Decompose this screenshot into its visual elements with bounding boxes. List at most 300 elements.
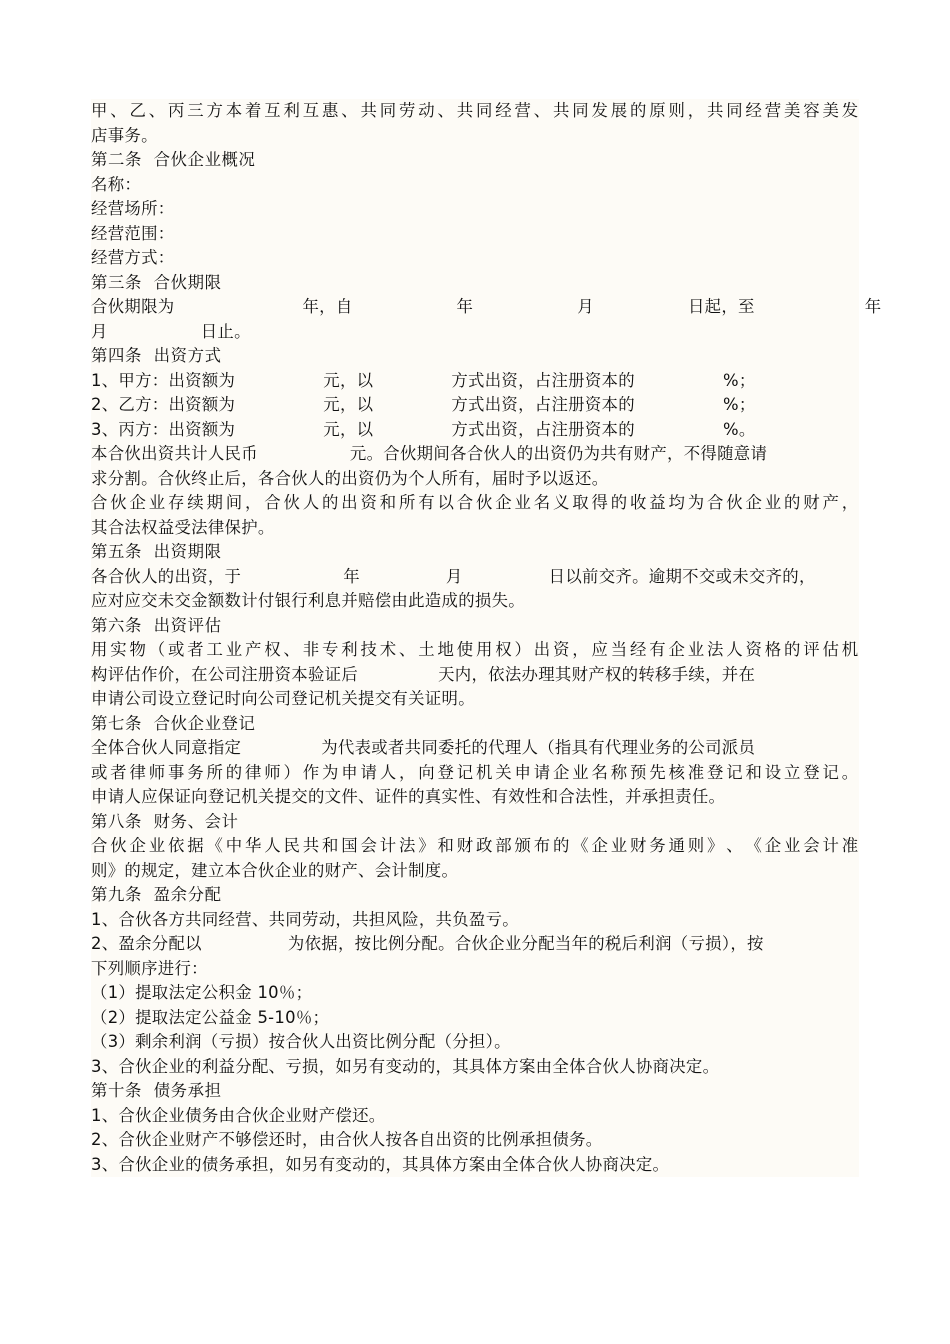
text-char: 非 <box>302 640 320 659</box>
text-segment: 申请人应保证向登记机关提交的文件、证件的真实性、有效性和合法性，并承担责任。 <box>91 787 726 806</box>
text-char: 称 <box>610 762 628 782</box>
text-char: 得 <box>591 493 609 512</box>
text-char: 设 <box>764 762 782 782</box>
text-line <box>91 516 859 541</box>
text-char: 利 <box>283 101 301 120</box>
text-char: 布 <box>533 836 551 855</box>
text-segment: 各合伙人的出资，于 <box>91 566 242 586</box>
text-char: 估 <box>822 640 840 659</box>
section-heading <box>91 540 859 565</box>
text-char: 财 <box>630 836 647 855</box>
text-char: 所 <box>206 762 224 782</box>
text-char: 伙 <box>283 493 301 512</box>
text-char: 当 <box>610 640 628 659</box>
text-char: 为 <box>687 493 705 512</box>
text-line <box>91 173 859 198</box>
text-segment: 1、合伙企业债务由合伙企业财产偿还。 <box>91 1105 386 1125</box>
text-line <box>91 418 859 443</box>
text-segment: 求分割。合伙终止后，各合伙人的出资仍为个人所有，届时予以返还。 <box>91 468 609 488</box>
text-segment: 2、合伙企业财产不够偿还时，由合伙人按各自出资的比例承担债务。 <box>91 1130 603 1149</box>
text-char: 的 <box>225 762 243 782</box>
text-char: 申 <box>341 762 358 782</box>
text-char: 计 <box>379 836 397 855</box>
contract-text <box>91 99 882 1177</box>
text-char: 者 <box>187 640 204 659</box>
text-char: 用 <box>476 640 493 659</box>
text-char: 务 <box>649 836 666 855</box>
text-char: 所 <box>399 493 416 512</box>
text-char: 据 <box>187 836 204 855</box>
text-line <box>91 222 859 247</box>
text-segment: 年，自 <box>302 297 353 316</box>
text-char: 土 <box>418 640 435 659</box>
text-segment: 元，以 <box>323 419 374 439</box>
text-char: ， <box>687 101 705 120</box>
text-char: 着 <box>245 101 262 120</box>
text-char: 合 <box>91 493 108 512</box>
text-char: 》 <box>418 836 435 855</box>
text-line <box>91 1153 859 1178</box>
text-char: 工 <box>206 640 224 659</box>
text-char: 产 <box>245 640 262 659</box>
text-segment: （2）提取法定公益金 5-10％； <box>91 1007 330 1027</box>
text-char: 立 <box>784 762 801 782</box>
text-char: 企 <box>553 762 570 782</box>
text-segment: 年 <box>456 297 474 316</box>
text-segment: 方式出资，占注册资本的 <box>451 419 635 439</box>
text-line <box>91 736 859 761</box>
text-segment: 本合伙出资共计人民币 <box>91 444 258 463</box>
text-char: 计 <box>822 836 840 855</box>
text-line <box>91 981 859 1006</box>
text-char: ， <box>399 762 416 782</box>
text-char: 核 <box>668 762 686 782</box>
text-char: 共 <box>553 101 570 120</box>
text-char: 业 <box>687 640 705 659</box>
text-segment: 第六条 出资评估 <box>91 615 222 635</box>
text-char: 《 <box>206 836 224 855</box>
text-segment: 日以前交齐。逾期不交或未交齐的， <box>548 566 816 586</box>
text-segment: 第七条 合伙企业登记 <box>91 713 256 733</box>
text-segment: 方式出资，占注册资本的 <box>451 370 635 390</box>
text-char: 伙 <box>726 493 743 512</box>
text-char: 容 <box>803 101 820 120</box>
text-char: 企 <box>591 836 609 855</box>
text-char: 经 <box>745 101 763 120</box>
text-char: 关 <box>495 762 512 782</box>
text-char: 的 <box>610 493 628 512</box>
text-char: 和 <box>322 836 339 855</box>
text-char: 产 <box>822 493 840 512</box>
text-char: 物 <box>129 640 147 659</box>
text-segment: 经营场所： <box>91 199 175 218</box>
text-char: 共 <box>302 836 320 855</box>
text-char: 以 <box>437 493 455 512</box>
text-char: ， <box>572 640 589 659</box>
text-char: 者 <box>110 762 127 782</box>
text-char: 的 <box>630 101 647 120</box>
text-char: 发 <box>841 101 859 120</box>
text-char: 互 <box>302 101 320 120</box>
text-char: 本 <box>225 101 243 120</box>
text-char: 出 <box>533 640 551 659</box>
text-char: 中 <box>225 836 243 855</box>
text-line <box>91 1006 859 1031</box>
text-char: 三 <box>187 101 204 120</box>
text-segment: %； <box>722 370 756 390</box>
text-char: 师 <box>148 762 166 782</box>
text-line <box>91 99 859 124</box>
text-char: 伙 <box>476 493 493 512</box>
text-segment: 日止。 <box>200 321 251 341</box>
text-char: 财 <box>456 836 474 855</box>
text-char: 颁 <box>514 836 532 855</box>
text-char: 合 <box>456 493 474 512</box>
text-char: 通 <box>668 836 686 855</box>
text-char: 、 <box>148 101 166 120</box>
text-char: 间 <box>225 493 243 512</box>
text-segment: 第四条 出资方式 <box>91 346 222 365</box>
text-char: 华 <box>245 836 262 855</box>
text-char: 会 <box>360 836 378 855</box>
text-char: 使 <box>456 640 474 659</box>
text-char: 律 <box>129 762 147 782</box>
text-segment: 为依据，按比例分配。合伙企业分配当年的税后利润（亏损），按 <box>287 934 764 953</box>
text-segment: 1、甲方：出资额为 <box>91 370 236 390</box>
text-char: 记 <box>726 762 743 782</box>
text-segment: 构评估作价，在公司注册资本验证后 <box>91 664 359 684</box>
text-char: 术 <box>379 640 397 659</box>
text-segment: 方式出资，占注册资本的 <box>451 395 635 414</box>
text-char: 方 <box>206 101 224 120</box>
text-char: 资 <box>553 640 570 659</box>
text-line <box>91 859 859 884</box>
text-line <box>91 1055 859 1080</box>
text-line <box>91 565 859 590</box>
text-segment: 下列顺序进行： <box>91 958 208 978</box>
text-char: 有 <box>418 493 435 512</box>
text-char: 登 <box>437 762 455 782</box>
text-char: 、 <box>533 101 551 120</box>
text-char: 营 <box>764 101 782 120</box>
text-char: 动 <box>418 101 435 120</box>
text-line <box>91 932 859 957</box>
text-segment: 经营方式： <box>91 248 175 267</box>
text-line <box>91 320 859 345</box>
text-char: 资 <box>360 493 378 512</box>
text-char: 格 <box>764 640 782 659</box>
text-char: 专 <box>322 640 339 659</box>
text-segment: 合伙期限为 <box>91 297 175 316</box>
text-line <box>91 785 859 810</box>
text-segment: 1、合伙各方共同经营、共同劳动，共担风险，共负盈亏。 <box>91 909 519 929</box>
text-char: 的 <box>784 493 801 512</box>
text-char: 律 <box>245 762 262 782</box>
text-char: 。 <box>841 762 859 782</box>
text-line <box>91 761 859 786</box>
text-segment: 名称： <box>91 174 142 194</box>
text-char: 、 <box>437 101 455 120</box>
text-line <box>91 1030 859 1055</box>
text-char: 用 <box>91 640 108 659</box>
text-char: 人 <box>726 640 743 659</box>
text-char: 甲 <box>91 101 108 120</box>
text-char: 登 <box>707 762 724 782</box>
text-char: 业 <box>514 493 532 512</box>
text-segment: 其合法权益受法律保护。 <box>91 517 275 537</box>
text-line <box>91 295 882 320</box>
section-heading <box>91 344 859 369</box>
text-segment: 月 <box>91 321 108 341</box>
text-segment: 经营范围： <box>91 223 175 243</box>
text-char: 业 <box>572 762 589 782</box>
text-segment: 为代表或者共同委托的代理人（指具有代理业务的公司派员 <box>321 738 756 757</box>
text-char: 同 <box>379 101 397 120</box>
text-line <box>91 1128 859 1153</box>
text-char: 出 <box>341 493 358 512</box>
text-char: 申 <box>514 762 532 782</box>
text-char: 权 <box>495 640 512 659</box>
text-char: 政 <box>476 836 493 855</box>
text-char: 会 <box>803 836 820 855</box>
text-char: 实 <box>110 640 127 659</box>
text-line <box>91 124 859 149</box>
text-segment: 第三条 合伙期限 <box>91 272 222 292</box>
text-segment: 年 <box>864 297 882 316</box>
text-char: 续 <box>187 493 204 512</box>
text-char: 企 <box>764 836 782 855</box>
text-segment: 3、合伙企业的利益分配、亏损，如另有变动的，其具体方案由全体合伙人协商决定。 <box>91 1056 720 1076</box>
text-char: 乙 <box>129 101 147 120</box>
text-segment: 全体合伙人同意指定 <box>91 738 242 757</box>
text-char: 名 <box>591 762 609 782</box>
text-char: 则 <box>687 836 705 855</box>
text-char: 准 <box>841 836 859 855</box>
text-segment: 3、丙方：出资额为 <box>91 419 236 439</box>
text-char: ） <box>283 762 301 782</box>
text-line <box>91 589 859 614</box>
text-char: 美 <box>784 101 801 120</box>
text-char: 民 <box>283 836 301 855</box>
text-char: 发 <box>591 101 609 120</box>
text-line <box>91 491 859 516</box>
text-char: 或 <box>91 762 108 782</box>
text-char: 和 <box>437 836 455 855</box>
text-char: 业 <box>784 836 801 855</box>
text-segment: 应对应交未交金额数计付银行利息并赔偿由此造成的损失。 <box>91 591 525 610</box>
text-char: 丙 <box>168 101 185 120</box>
text-char: 合 <box>707 493 724 512</box>
text-segment: 2、盈余分配以 <box>91 934 202 953</box>
text-char: 业 <box>148 836 166 855</box>
text-char: 人 <box>302 493 320 512</box>
text-char: 《 <box>572 836 589 855</box>
text-char: 请 <box>533 762 551 782</box>
text-segment: 月 <box>445 566 463 586</box>
text-char: 法 <box>707 640 724 659</box>
text-char: 准 <box>687 762 705 782</box>
text-char: 经 <box>495 101 512 120</box>
text-line <box>91 687 859 712</box>
text-char: （ <box>148 640 166 659</box>
text-char: 、 <box>283 640 301 659</box>
text-char: 部 <box>495 836 512 855</box>
text-char: 为 <box>322 762 339 782</box>
text-char: ， <box>841 493 859 512</box>
text-char: 共 <box>707 101 724 120</box>
text-char: 师 <box>264 762 281 782</box>
text-char: 合 <box>91 836 108 855</box>
text-char: 财 <box>803 493 820 512</box>
text-line <box>91 1104 859 1129</box>
text-char: 或 <box>168 640 185 659</box>
text-char: 依 <box>168 836 185 855</box>
text-char: 应 <box>591 640 609 659</box>
text-segment: 第九条 盈余分配 <box>91 885 222 904</box>
text-char: 作 <box>302 762 320 782</box>
text-char: 向 <box>418 762 435 782</box>
text-char: 营 <box>514 101 532 120</box>
text-char: 法 <box>399 836 416 855</box>
text-char: 、 <box>399 640 416 659</box>
text-segment: 3、合伙企业的债务承担，如另有变动的，其具体方案由全体合伙人协商决定。 <box>91 1154 670 1174</box>
text-char: 经 <box>630 640 647 659</box>
text-line <box>91 663 859 688</box>
text-segment: 则》的规定，建立本合伙企业的财产、会计制度。 <box>91 860 459 880</box>
text-char: 、 <box>341 101 358 120</box>
text-char: 评 <box>803 640 820 659</box>
section-heading <box>91 810 859 835</box>
text-segment: 申请公司设立登记时向公司登记机关提交有关证明。 <box>91 689 475 708</box>
text-char: 和 <box>745 762 763 782</box>
text-char: 国 <box>341 836 358 855</box>
text-line <box>91 834 859 859</box>
text-char: 请 <box>360 762 378 782</box>
text-char: 先 <box>649 762 666 782</box>
text-segment: 第八条 财务、会计 <box>91 811 239 831</box>
text-char: 事 <box>168 762 185 782</box>
text-segment: （1）提取法定公积金 10％； <box>91 983 313 1002</box>
text-line <box>91 369 859 394</box>
text-segment: 第十条 债务承担 <box>91 1081 222 1100</box>
text-char: 记 <box>456 762 474 782</box>
text-char: ， <box>245 493 262 512</box>
text-char: 地 <box>437 640 455 659</box>
text-char: 义 <box>553 493 570 512</box>
section-heading <box>91 271 859 296</box>
text-char: 、 <box>726 836 743 855</box>
text-char: 共 <box>456 101 474 120</box>
section-heading <box>91 148 859 173</box>
text-char: 美 <box>822 101 840 120</box>
text-char: 《 <box>745 836 763 855</box>
text-char: 资 <box>745 640 763 659</box>
text-char: 企 <box>668 640 686 659</box>
text-segment: %； <box>722 395 756 414</box>
text-char: 名 <box>533 493 551 512</box>
text-char: 登 <box>803 762 820 782</box>
text-segment: 天内，依法办理其财产权的转移手续，并在 <box>438 664 756 684</box>
text-segment: 店事务。 <box>91 125 158 145</box>
text-line <box>91 442 859 467</box>
text-char: 企 <box>495 493 512 512</box>
text-line <box>91 197 859 222</box>
text-char: 原 <box>649 101 666 120</box>
text-segment: 元。合伙期间各合伙人的出资仍为共有财产，不得随意请 <box>349 444 768 463</box>
text-line <box>91 908 859 933</box>
text-char: 伙 <box>110 493 127 512</box>
text-segment: （3）剩余利润（亏损）按合伙人出资比例分配（分担）。 <box>91 1032 511 1051</box>
text-char: 同 <box>476 101 493 120</box>
text-segment: 第二条 合伙企业概况 <box>91 150 256 169</box>
text-char: 技 <box>360 640 378 659</box>
text-char: 的 <box>553 836 570 855</box>
text-char: 收 <box>630 493 647 512</box>
section-heading <box>91 1079 859 1104</box>
text-char: 劳 <box>399 101 416 120</box>
text-char: 企 <box>129 493 147 512</box>
text-char: 务 <box>187 762 204 782</box>
text-char: 同 <box>572 101 589 120</box>
text-char: 的 <box>784 640 801 659</box>
text-char: 、 <box>110 101 127 120</box>
text-char: 权 <box>264 640 281 659</box>
text-char: 预 <box>630 762 647 782</box>
text-segment: 元，以 <box>323 370 374 390</box>
text-segment: 年 <box>343 566 360 586</box>
text-segment: 元，以 <box>323 395 374 414</box>
text-line <box>91 638 859 663</box>
text-char: 业 <box>148 493 166 512</box>
text-char: 互 <box>264 101 281 120</box>
text-char: 均 <box>668 493 686 512</box>
text-char: 取 <box>572 493 589 512</box>
text-char: 益 <box>649 493 666 512</box>
text-char: 存 <box>168 493 185 512</box>
text-char: 和 <box>379 493 397 512</box>
section-heading <box>91 712 859 737</box>
text-char: 业 <box>610 836 628 855</box>
text-segment: 2、乙方：出资额为 <box>91 395 236 414</box>
text-char: 惠 <box>322 101 339 120</box>
text-segment: %。 <box>722 419 756 439</box>
text-segment: 第五条 出资期限 <box>91 542 222 561</box>
text-char: 展 <box>610 101 628 120</box>
text-line <box>91 393 859 418</box>
text-char: 则 <box>668 101 686 120</box>
text-char: 共 <box>360 101 378 120</box>
text-char: 同 <box>726 101 743 120</box>
text-segment: 月 <box>577 297 594 316</box>
section-heading <box>91 883 859 908</box>
text-char: 人 <box>264 836 281 855</box>
section-heading <box>91 614 859 639</box>
text-char: 有 <box>649 640 666 659</box>
text-segment: 日起，至 <box>687 297 755 316</box>
text-char: ） <box>514 640 532 659</box>
text-char: 合 <box>264 493 281 512</box>
text-char: 企 <box>129 836 147 855</box>
text-char: 》 <box>707 836 724 855</box>
text-line <box>91 246 859 271</box>
text-char: 的 <box>322 493 339 512</box>
text-line <box>91 467 859 492</box>
text-char: 伙 <box>110 836 127 855</box>
text-char: 机 <box>476 762 493 782</box>
text-char: 业 <box>764 493 782 512</box>
text-char: 企 <box>745 493 763 512</box>
text-char: 业 <box>225 640 243 659</box>
